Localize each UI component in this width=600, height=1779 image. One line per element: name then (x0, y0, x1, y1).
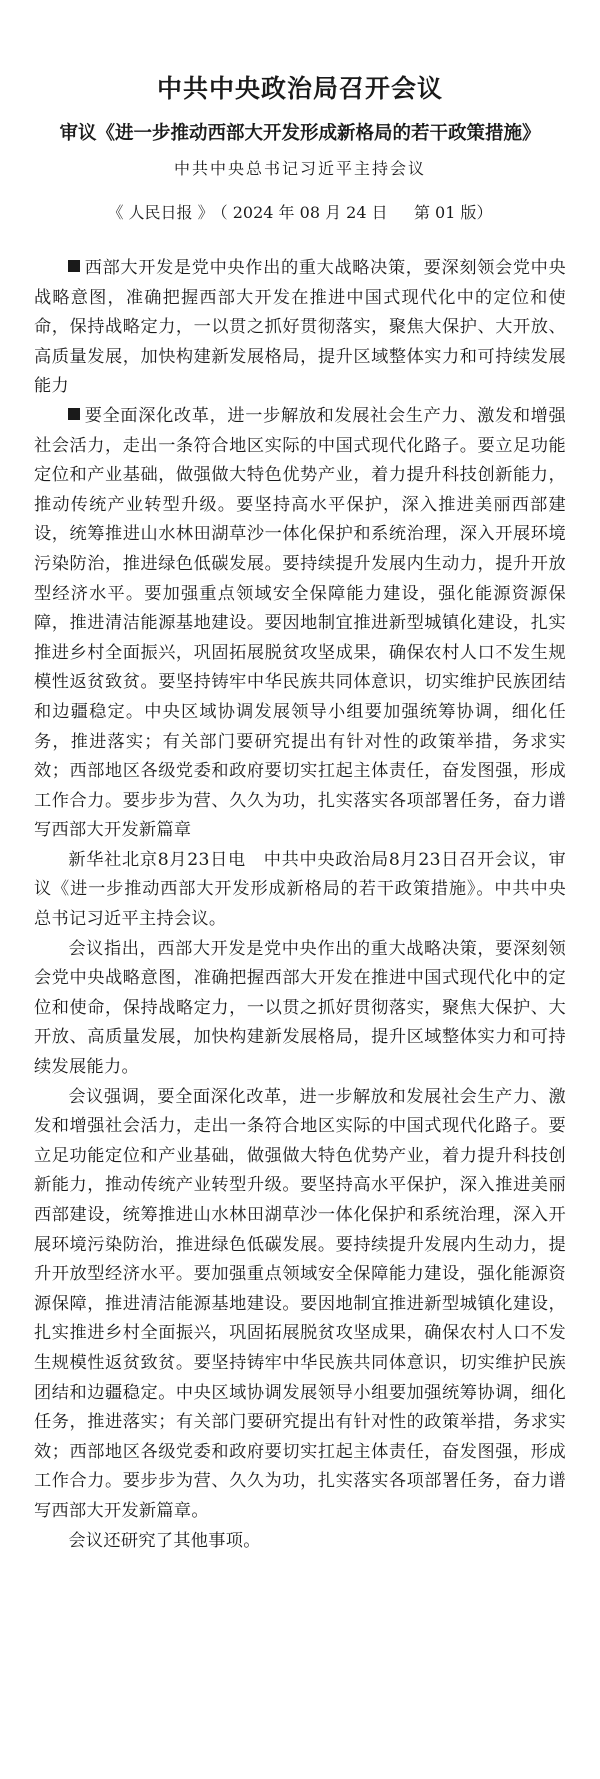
body-paragraph: 会议指出，西部大开发是党中央作出的重大战略决策，要深刻领会党中央战略意图，准确把握西部大开发在推进中国式现代化中的定位和使命，保持战略定力，一以贯之抓好贯彻落实，聚焦大保护、大开放、高质量发展，加快构建新发展格局，提升区域整体实力和可持续发展能力。 (34, 938, 566, 1078)
subheadline: 审议《进一步推动西部大开发形成新格局的若干政策措施》 (59, 123, 541, 144)
source-date: （ 2024 年 08 月 24 日 (219, 203, 388, 222)
body-paragraph-dateline: 新华社北京8月23日电 中共中央政治局8月23日召开会议，审议《进一步推动西部大开发形成新格局的若干政策措施》。中共中央总书记习近平主持会议。 (34, 849, 566, 930)
body-paragraph-closing: 会议还研究了其他事项。 (68, 1530, 261, 1551)
source-edition: 第 01 版） (413, 203, 493, 222)
article-body (34, 254, 566, 1556)
source-paper: 《 人民日报 》 (107, 203, 214, 222)
square-bullet-icon (68, 408, 80, 420)
summary-text: 要全面深化改革，进一步解放和发展社会生产力、激发和增强社会活力，走出一条符合地区实际的中国式现代化路子。要立足功能定位和产业基础，做强做大特色优势产业，着力提升科技创新能力，推动传统产业转型升级。要坚持高水平保护，深入推进美丽西部建设，统筹推进山水林田湖草沙一体化保护和系统治理，深入开展环境污染防治，推进绿色低碳发展。要持续提升发展内生动力，提升开放型经济水平。要加强重点领域安全保障能力建设，强化能源资源保障，推进清洁能源基地建设。要因地制宜推进新型城镇化建设，扎实推进乡村全面振兴，巩固拓展脱贫攻坚成果，确保农村人口不发生规模性返贫致贫。要坚持铸牢中华民族共同体意识，切实维护民族团结和边疆稳定。中央区域协调发展领导小组要加强统筹协调，细化任务，推进落实；有关部门要研究提出有针对性的政策举措，务求实效；西部地区各级党委和政府要切实扛起主体责任，奋发图强，形成工作合力。要步步为营、久久为功，扎实落实各项部署任务，奋力谱写西部大开发新篇章 (34, 405, 566, 841)
summary-paragraph (34, 254, 566, 402)
source-line (34, 200, 566, 226)
summary-text: 西部大开发是党中央作出的重大战略决策，要深刻领会党中央战略意图，准确把握西部大开发在推进中国式现代化中的定位和使命，保持战略定力，一以贯之抓好贯彻落实，聚焦大保护、大开放、高质量发展，加快构建新发展格局，提升区域整体实力和可持续发展能力 (34, 258, 566, 397)
summary-paragraph (34, 402, 566, 846)
headline: 中共中央政治局召开会议 (156, 74, 443, 103)
body-paragraph: 会议强调，要全面深化改革，进一步解放和发展社会生产力、激发和增强社会活力，走出一条符合地区实际的中国式现代化路子。要立足功能定位和产业基础，做强做大特色优势产业，着力提升科技创新能力，推动传统产业转型升级。要坚持高水平保护，深入推进美丽西部建设，统筹推进山水林田湖草沙一体化保护和系统治理，深入开展环境污染防治，推进绿色低碳发展。要持续提升发展内生动力，提升开放型经济水平。要加强重点领域安全保障能力建设，强化能源资源保障，推进清洁能源基地建设。要因地制宜推进新型城镇化建设，扎实推进乡村全面振兴，巩固拓展脱贫攻坚成果，确保农村人口不发生规模性返贫致贫。要坚持铸牢中华民族共同体意识，切实维护民族团结和边疆稳定。中央区域协调发展领导小组要加强统筹协调，细化任务，推进落实；有关部门要研究提出有针对性的政策举措，务求实效；西部地区各级党委和政府要切实扛起主体责任，奋发图强，形成工作合力。要步步为营、久久为功，扎实落实各项部署任务，奋力谱写西部大开发新篇章。 (34, 1086, 566, 1521)
byline: 中共中央总书记习近平主持会议 (173, 159, 426, 178)
square-bullet-icon (68, 260, 80, 272)
